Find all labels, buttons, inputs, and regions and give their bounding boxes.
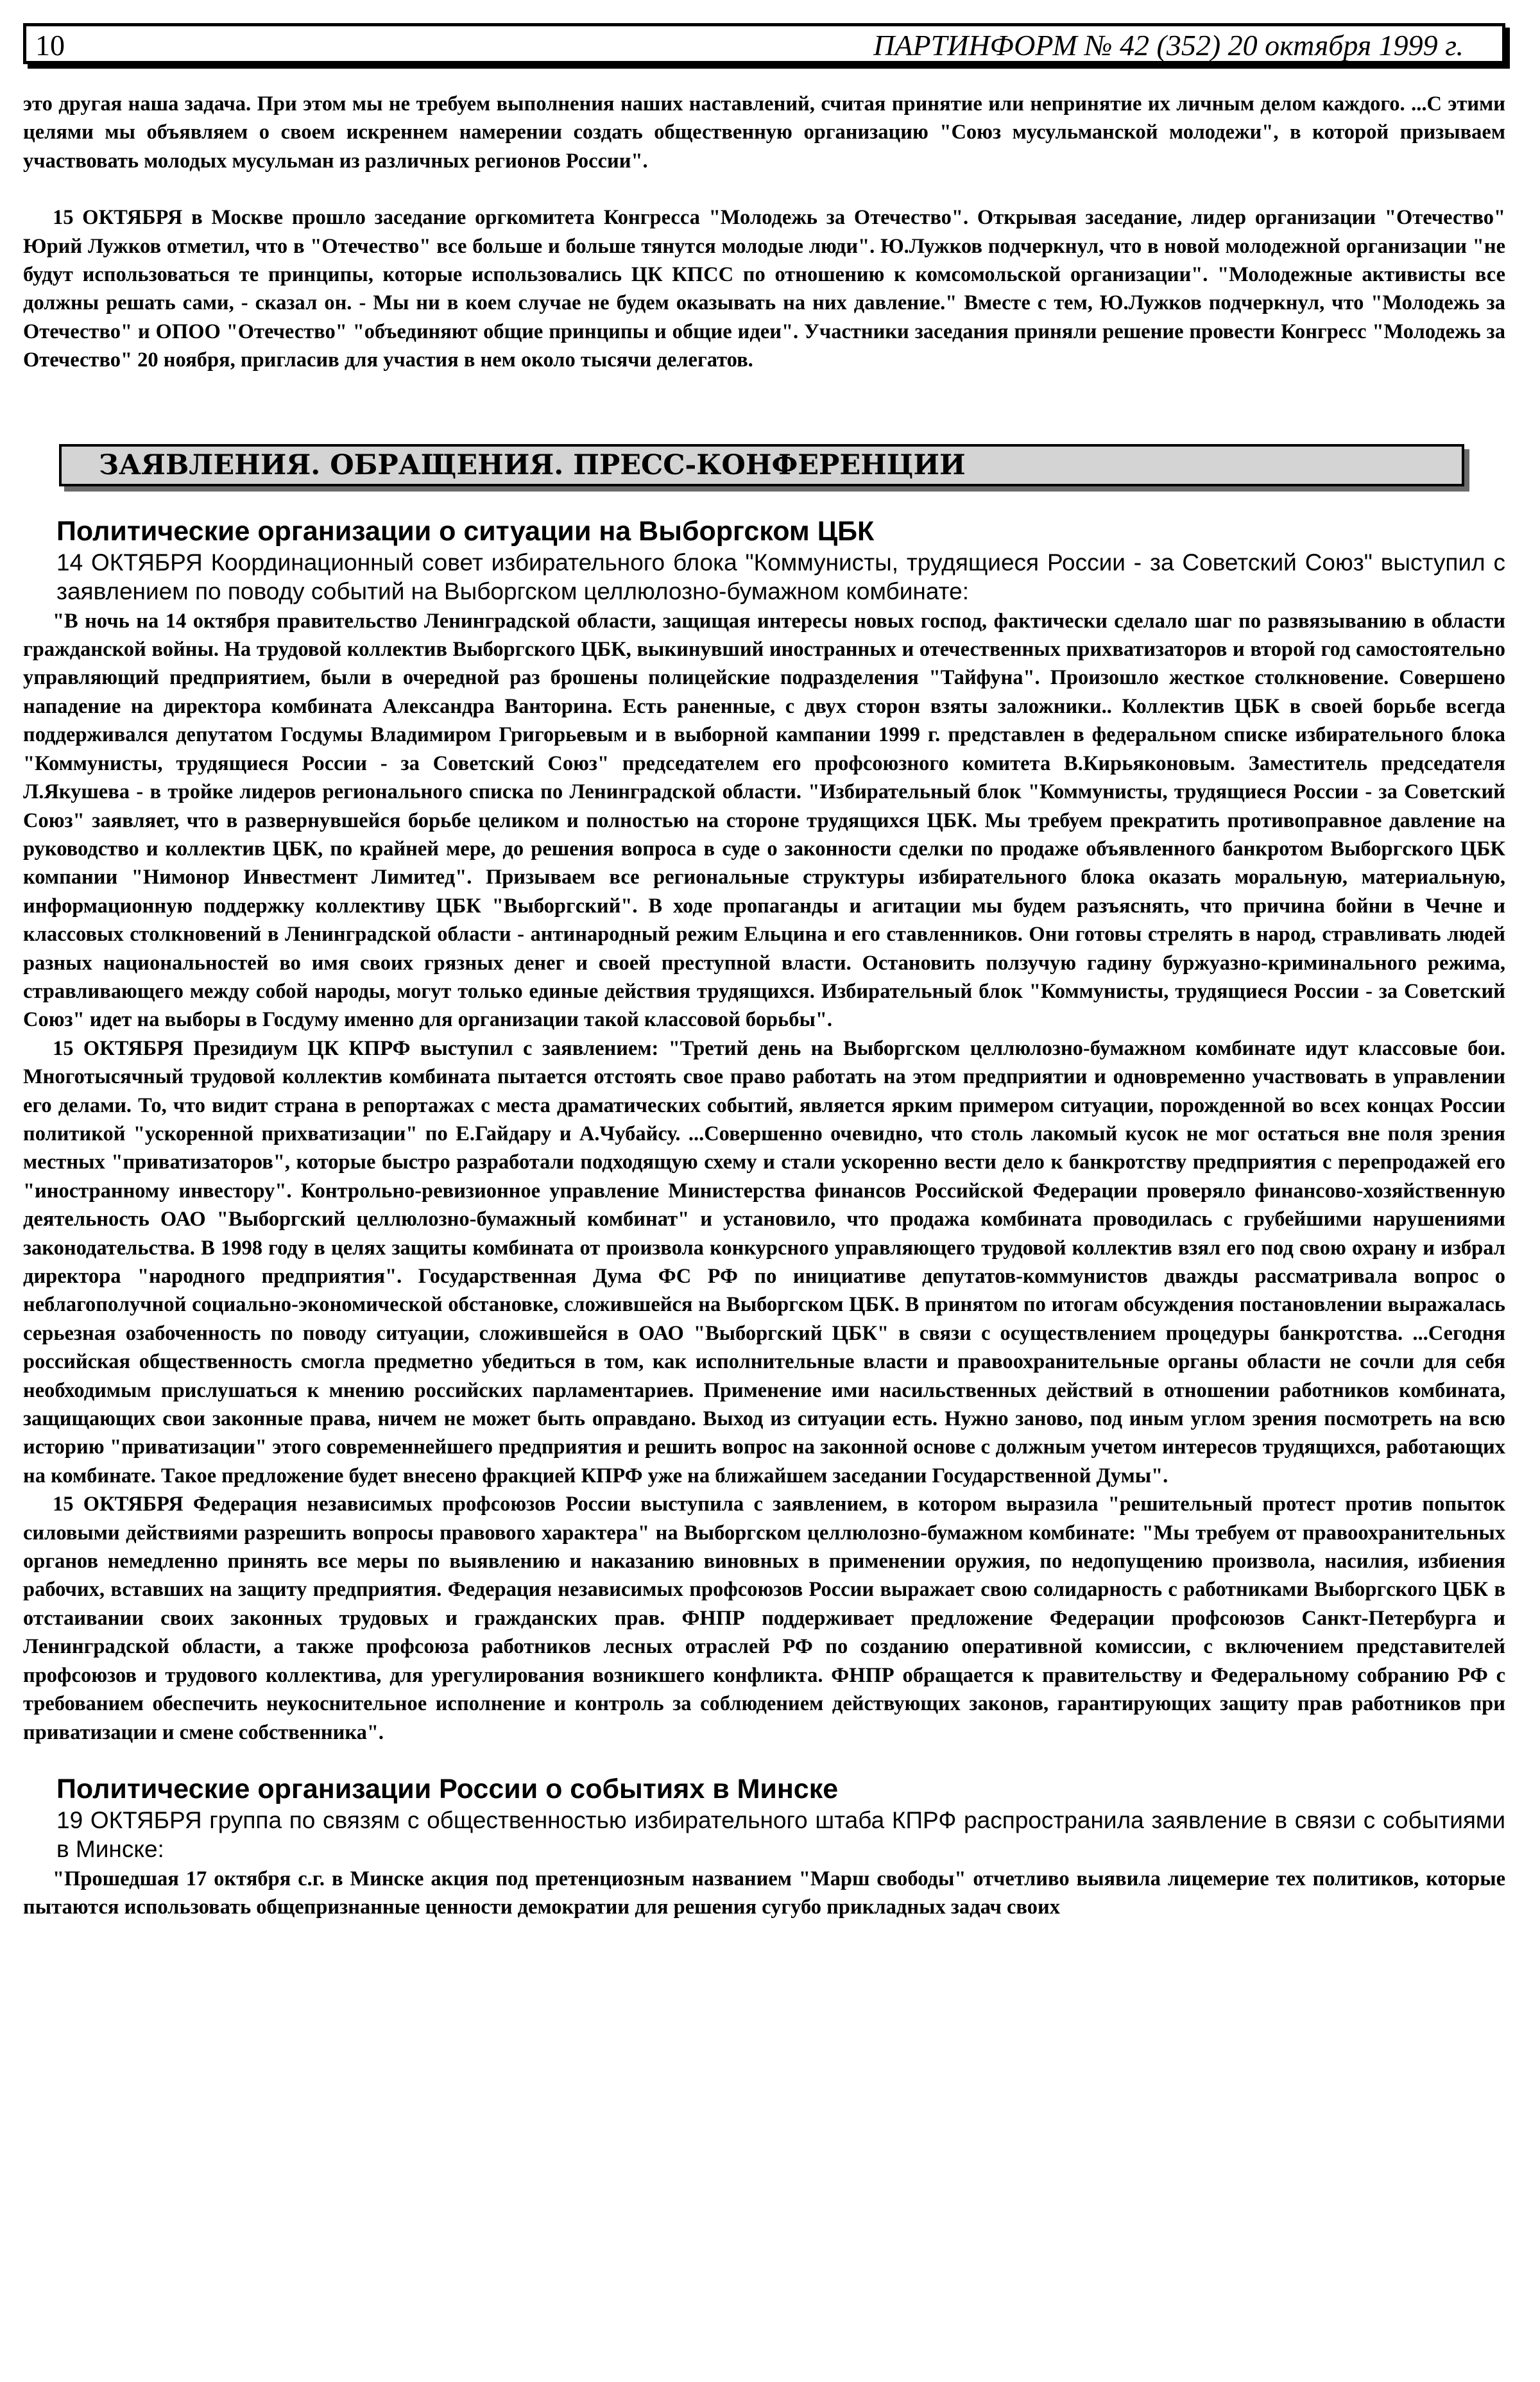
- article-paragraph-1: "В ночь на 14 октября правительство Ленинградской области, защищая интересы новых господ, фактически сделало шаг по развязыванию в области гражданской войны. На трудовой коллектив Выборгского ЦБК, выкинувший иностранных и отечественных прихватизаторов и второй год самостоятельно управляющий предприятием, были в очередной раз брошены полицейские подразделения "Тайфуна". Произошло жесткое столкновение. Совершено нападение на директора комбината Александра Ванторина. Есть раненные, с двух сторон взяты заложники.. Коллектив ЦБК в своей борьбе всегда поддерживался депутатом Госдумы Владимиром Григорьевым и в выборной кампании 1999 г. представлен в федеральном списке избирательного блока "Коммунисты, трудящиеся России - за Советский Союз" председателем его профсоюзного комитета В.Кирьяконовым. Заместитель председателя Л.Якушева - в тройке лидеров регионального списка по Ленинградской области. "Избирательный блок "Коммунисты, трудящиеся России - за Советский Союз" заявляет, что в развернувшейся борьбе целиком и полностью на стороне трудящихся ЦБК. Мы требуем прекратить противоправное давление на руководство и коллектив ЦБК, по крайней мере, до решения вопроса в суде о законности сделки по продаже объявленного банкротом Выборгского ЦБК компании "Нимонор Инвестмент Лимитед". Призываем все региональные структуры избирательного блока оказать моральную, материальную, информационную поддержку коллективу ЦБК "Выборгский". В ходе пропаганды и агитации мы будем разъяснять, что причина бойни в Чечне и классовых столкновений в Ленинградской области - антинародный режим Ельцина и его ставленников. Они готовы стрелять в народ, стравливать людей разных национальностей во имя своих грязных денег и своей преступной власти. Остановить ползучую гадину буржуазно-криминального режима, стравливающего между собой народы, могут только единые действия трудящихся. Избирательный блок "Коммунисты, трудящиеся России - за Советский Союз" идет на выборы в Госдуму именно для организации такой классовой борьбы".: [23, 609, 1505, 1032]
- article-paragraph-3: 15 ОКТЯБРЯ Федерация независимых профсоюзов России выступила с заявлением, в котором выразила "решительный протест против попыток силовыми действиями разрешить вопросы правового характера" на Выборгском целлюлозно-бумажном комбинате: "Мы требуем от правоохранительных органов немедленно принять все меры по выявлению и наказанию виновных в применении оружия, по недопущению произвола, насилия, избиения рабочих, вставших на защиту предприятия. Федерация независимых профсоюзов России выражает свою солидарность с работниками Выборгского ЦБК в отстаивании своих законных трудовых и гражданских прав. ФНПР поддерживает предложение Федерации профсоюзов Санкт-Петербурга и Ленинградской области, а также профсоюза работников лесных отраслей РФ по созданию оперативной комиссии, с включением представителей профсоюзов и трудового коллектива, для урегулирования возникшего конфликта. ФНПР обращается к правительству и Федеральному собранию РФ с требованием обеспечить неукоснительное исполнение и контроль за соблюдением действующих законов, гарантирующих защиту прав работников при приватизации и смене собственника".: [23, 1493, 1505, 1744]
- article-minsk: [23, 1772, 1505, 1922]
- article-body: [23, 1865, 1505, 1922]
- section-banner: ЗАЯВЛЕНИЯ. ОБРАЩЕНИЯ. ПРЕСС-КОНФЕРЕНЦИИ: [59, 444, 1464, 486]
- page-number: 10: [35, 29, 65, 62]
- intro-paragraph-2: 15 ОКТЯБРЯ в Москве прошло заседание оргкомитета Конгресса "Молодежь за Отечество". Открывая заседание, лидер организации "Отечество" Юрий Лужков отметил, что в "Отечество" все больше и больше тянутся молодые люди". Ю.Лужков подчеркнул, что в новой молодежной организации "не будут использоваться те принципы, которые использовались ЦК КПСС по отношению к комсомольской организации". "Молодежные активисты все должны решать сами, - сказал он. - Мы ни в коем случае не будем оказывать на них давление." Вместе с тем, Ю.Лужков подчеркнул, что "Молодежь за Отечество" и ОПОО "Отечество" "объединяют общие принципы и общие идеи". Участники заседания приняли решение провести Конгресс "Молодежь за Отечество" 20 ноября, пригласив для участия в нем около тысячи делегатов.: [23, 206, 1505, 372]
- article-title: Политические организации России о событиях в Минске: [56, 1773, 839, 1804]
- article-lead-text: 14 ОКТЯБРЯ Координационный совет избирательного блока "Коммунисты, трудящиеся России - за Советский Союз" выступил с заявлением по поводу событий на Выборгском целлюлозно-бумажном комбинате:: [56, 549, 1505, 604]
- article-lead: [23, 548, 1505, 606]
- article-body: [23, 607, 1505, 1747]
- intro-paragraph-1: это другая наша задача. При этом мы не требуем выполнения наших наставлений, считая принятие или непринятие их личным делом каждого. ...С этими целями мы объявляем о своем искреннем намерении создать общественную организацию "Союз мусульманской молодежи", в которой призываем участвовать молодых мусульман из различных регионов России".: [23, 92, 1505, 173]
- article-lead-text: 19 ОКТЯБРЯ группа по связям с общественностью избирательного штаба КПРФ распространила заявление в связи с событиями в Минске:: [56, 1806, 1505, 1862]
- intro-block: [23, 90, 1505, 375]
- page-header: [23, 23, 1505, 64]
- article-title: Политические организации о ситуации на Выборгском ЦБК: [56, 515, 875, 547]
- issue-info: ПАРТИНФОРМ № 42 (352) 20 октября 1999 г.: [873, 29, 1464, 62]
- article-lead: [23, 1806, 1505, 1864]
- page: [23, 23, 1505, 2359]
- article-paragraph-2: 15 ОКТЯБРЯ Президиум ЦК КПРФ выступил с заявлением: "Третий день на Выборгском целлюлозно-бумажном комбинате идут классовые бои. Многотысячный трудовой коллектив комбината пытается отстоять свое право работать на этом предприятии и одновременно участвовать в управлении его делами. То, что видит страна в репортажах с места драматических событий, является ярким примером ситуации, порожденной во всех концах России политикой "ускоренной прихватизации" по Е.Гайдару и А.Чубайсу. ...Совершенно очевидно, что столь лакомый кусок не мог остаться вне поля зрения местных "приватизаторов", которые быстро разработали подходящую схему и стали ускоренно вести дело к банкротству предприятия с перепродажей его "иностранному инвестору". Контрольно-ревизионное управление Министерства финансов Российской Федерации проверяло финансово-хозяйственную деятельность ОАО "Выборгский целлюлозно-бумажный комбинат" и установило, что продажа комбината проводилась с грубейшими нарушениями законодательства. В 1998 году в целях защиты комбината от произвола конкурсного управляющего трудовой коллектив взял его под свою охрану и избрал директора "народного предприятия". Государственная Дума ФС РФ по инициативе депутатов-коммунистов дважды рассматривала вопрос о неблагополучной социально-экономической обстановке, сложившейся на Выборгском ЦБК. В принятом по итогам обсуждения постановлении выражалась серьезная озабоченность по поводу ситуации, сложившейся в ОАО "Выборгский ЦБК" в связи с осуществлением процедуры банкротства. ...Сегодня российская общественность смогла предметно убедиться в том, как исполнительные власти и правоохранительные органы области не сочли для себя необходимым прислушаться к мнению российских парламентариев. Применение ими насильственных действий в отношении работников комбината, защищающих свои законные права, ничем не может быть оправдано. Выход из ситуации есть. Нужно заново, под иным углом зрения посмотреть на всю историю "приватизации" этого современнейшего предприятия и решить вопрос на законной основе с должным учетом интересов трудящихся, работающих на комбинате. Такое предложение будет внесено фракцией КПРФ уже на ближайшем заседании Государственной Думы".: [23, 1036, 1505, 1487]
- article-vyborg: [23, 515, 1505, 1747]
- article-paragraph-1: "Прошедшая 17 октября с.г. в Минске акция под претенциозным названием "Марш свободы" отчетливо выявила лицемерие тех политиков, которые пытаются использовать общепризнанные ценности демократии для решения сугубо прикладных задач своих: [23, 1867, 1505, 1919]
